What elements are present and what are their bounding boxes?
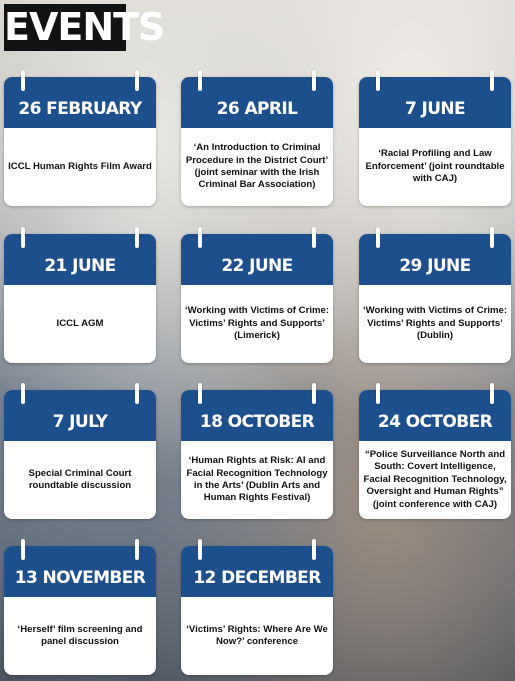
binder-ring bbox=[312, 70, 316, 91]
binder-ring bbox=[198, 539, 202, 560]
event-card-26-april bbox=[181, 77, 333, 206]
binder-ring bbox=[490, 383, 494, 404]
binder-ring bbox=[135, 539, 139, 560]
binder-ring bbox=[376, 383, 380, 404]
event-description: ICCL Human Rights Film Award bbox=[8, 160, 152, 172]
event-description: ‘Working with Victims of Crime: Victims’ Rights and Supports’ (Limerick) bbox=[184, 305, 330, 342]
event-date: 21 JUNE bbox=[4, 234, 156, 285]
event-card-12-december bbox=[181, 546, 333, 675]
page-title: EVENTS bbox=[4, 5, 165, 49]
event-card-18-october bbox=[181, 390, 333, 519]
binder-ring bbox=[135, 70, 139, 91]
event-date: 26 APRIL bbox=[181, 77, 333, 128]
binder-ring bbox=[21, 539, 25, 560]
event-card-24-october bbox=[359, 390, 511, 519]
event-card-7-july bbox=[4, 390, 156, 519]
event-description: ‘An Introduction to Criminal Procedure in the District Court’ (joint seminar with the Irish Criminal Bar Association) bbox=[185, 142, 329, 191]
event-description: ‘Victims’ Rights: Where Are We Now?’ conference bbox=[186, 623, 328, 647]
binder-ring bbox=[490, 227, 494, 248]
event-date: 18 OCTOBER bbox=[181, 390, 333, 441]
event-date: 12 DECEMBER bbox=[181, 546, 333, 597]
event-date: 22 JUNE bbox=[181, 234, 333, 285]
event-card-21-june bbox=[4, 234, 156, 363]
binder-ring bbox=[376, 227, 380, 248]
event-description: “Police Surveillance North and South: Covert Intelligence, Facial Recognition Technology, Oversight and Human Rights” (joint conference with CAJ) bbox=[363, 448, 507, 510]
event-date: 29 JUNE bbox=[359, 234, 511, 285]
binder-ring bbox=[198, 383, 202, 404]
event-card-29-june bbox=[359, 234, 511, 363]
binder-ring bbox=[376, 70, 380, 91]
event-card-26-february bbox=[4, 77, 156, 206]
binder-ring bbox=[21, 70, 25, 91]
event-description: Special Criminal Court roundtable discussion bbox=[28, 467, 132, 491]
event-description: ‘Human Rights at Risk: AI and Facial Recognition Technology in the Arts’ (Dublin Arts and Human Rights Festival) bbox=[186, 455, 328, 504]
binder-ring bbox=[21, 383, 25, 404]
event-date: 13 NOVEMBER bbox=[4, 546, 156, 597]
event-date: 7 JULY bbox=[4, 390, 156, 441]
event-date: 26 FEBRUARY bbox=[4, 77, 156, 128]
event-description: ‘Herself’ film screening and panel discussion bbox=[17, 623, 143, 647]
event-card-22-june bbox=[181, 234, 333, 363]
binder-ring bbox=[490, 70, 494, 91]
event-card-13-november bbox=[4, 546, 156, 675]
event-description: ‘Working with Victims of Crime: Victims’ Rights and Supports’ (Dublin) bbox=[362, 305, 508, 342]
event-date: 7 JUNE bbox=[359, 77, 511, 128]
binder-ring bbox=[135, 383, 139, 404]
binder-ring bbox=[312, 539, 316, 560]
binder-ring bbox=[135, 227, 139, 248]
binder-ring bbox=[198, 70, 202, 91]
event-card-7-june bbox=[359, 77, 511, 206]
event-date: 24 OCTOBER bbox=[359, 390, 511, 441]
binder-ring bbox=[312, 383, 316, 404]
event-description: ‘Racial Profiling and Law Enforcement’ (joint roundtable with CAJ) bbox=[365, 148, 505, 185]
binder-ring bbox=[312, 227, 316, 248]
event-description: ICCL AGM bbox=[56, 317, 104, 329]
binder-ring bbox=[198, 227, 202, 248]
binder-ring bbox=[21, 227, 25, 248]
